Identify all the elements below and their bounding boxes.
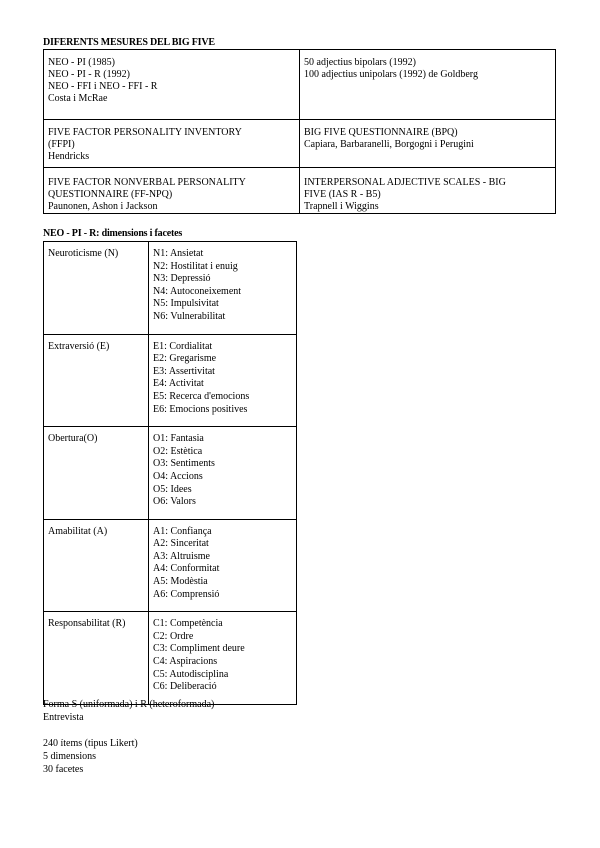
facet-item: A2: Sinceritat [153,538,209,550]
facet-item: C1: Competència [153,618,223,630]
dimension-name: Obertura(O) [44,427,149,520]
facet-item: O6: Valors [153,496,196,508]
table-row [44,120,556,168]
table-row [44,612,297,705]
facet-item: A6: Comprensió [153,588,220,600]
cell-line: Paunonen, Ashon i Jackson [48,201,158,212]
table-cell [300,50,556,120]
notes-block [43,698,214,776]
facet-item: N5: Impulsivitat [153,298,219,310]
facet-list [149,242,297,335]
facet-item: C4: Aspiracions [153,656,218,668]
table-cell [44,50,300,120]
facet-list [149,519,297,612]
cell-line: Costa i McRae [48,93,108,104]
facet-item: O1: Fantasia [153,433,204,445]
measures-table [43,49,556,214]
cell-line: Hendricks [48,151,90,162]
note-line: Forma S (uniformada) i R (heteroformada) [43,699,215,710]
dimension-name: Responsabilitat (R) [44,612,149,705]
facet-item: N1: Ansietat [153,248,204,259]
table-row [44,168,556,214]
facet-item: E5: Recerca d'emocions [153,390,250,402]
cell-line: (FFPI) [48,139,75,150]
facet-item: C2: Ordre [153,630,194,642]
facet-item: N4: Autoconeixement [153,285,242,297]
table-cell [44,168,300,214]
dimension-name: Extraversió (E) [44,334,149,427]
facet-item: A1: Confiança [153,525,212,537]
facet-list [149,427,297,520]
facet-item: E2: Gregarisme [153,353,217,365]
cell-line: NEO - PI - R (1992) [48,69,130,80]
table-row [44,427,297,520]
facet-item: O3: Sentiments [153,458,215,470]
table-row [44,519,297,612]
facet-item: N3: Depressió [153,273,211,285]
facet-item: O5: Idees [153,483,192,495]
note-line: 30 facetes [43,764,84,775]
note-line: 5 dimensions [43,751,97,762]
facet-list [149,334,297,427]
facet-item: E6: Emocions positives [153,403,248,415]
table-cell [44,120,300,168]
cell-line: 50 adjectius bipolars (1992) [304,57,416,68]
facet-item: A3: Altruisme [153,550,210,562]
facet-item: N6: Vulnerabilitat [153,310,226,322]
cell-line: FIVE FACTOR PERSONALITY INVENTORY [48,127,242,138]
facet-item: O4: Accions [153,470,203,482]
cell-line: QUESTIONNAIRE (FF-NPQ) [48,189,173,200]
facet-item: C3: Compliment deure [153,643,245,655]
cell-line: BIG FIVE QUESTIONNAIRE (BPQ) [304,127,458,138]
table-cell [300,168,556,214]
facet-item: A5: Modèstia [153,576,208,588]
section-title-dimensions: NEO - PI - R: dimensions i facetes [43,228,183,239]
facet-item: N2: Hostilitat i enuig [153,260,238,272]
spacer [43,724,214,737]
cell-line: INTERPERSONAL ADJECTIVE SCALES - BIG [304,177,506,188]
facet-list [149,612,297,705]
section-title-measures: DIFERENTS MESURES DEL BIG FIVE [43,37,215,48]
facet-item: O2: Estètica [153,445,203,457]
dimension-name: Neuroticisme (N) [44,242,149,335]
facet-item: C5: Autodisciplina [153,668,229,680]
cell-line: Capiara, Barbaranelli, Borgogni i Perugini [304,139,474,150]
cell-line: NEO - PI (1985) [48,57,115,68]
dimensions-table [43,241,297,705]
table-row [44,50,556,120]
note-line: Entrevista [43,712,84,723]
dimension-name: Amabilitat (A) [44,519,149,612]
facet-item: E4: Activitat [153,378,204,390]
table-row [44,334,297,427]
facet-item: E1: Cordialitat [153,340,213,352]
facet-item: E3: Assertivitat [153,365,215,377]
note-line: 240 ítems (tipus Likert) [43,738,138,749]
table-row [44,242,297,335]
cell-line: FIVE FACTOR NONVERBAL PERSONALITY [48,177,246,188]
cell-line: FIVE (IAS R - B5) [304,189,381,200]
facet-item: C6: Deliberació [153,681,217,693]
cell-line: Trapnell i Wiggins [304,201,379,212]
cell-line: NEO - FFI i NEO - FFI - R [48,81,158,92]
facet-item: A4: Conformitat [153,563,220,575]
table-cell [300,120,556,168]
cell-line: 100 adjectius unipolars (1992) de Goldberg [304,69,478,80]
